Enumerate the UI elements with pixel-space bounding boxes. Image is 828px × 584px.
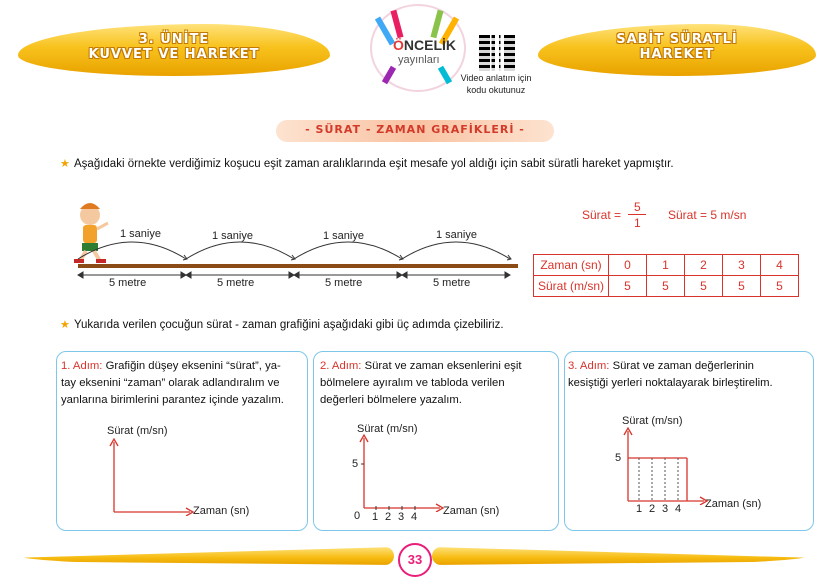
topic-banner xyxy=(538,24,816,76)
x-tick-label: 4 xyxy=(411,511,418,523)
interval-label: 1 saniye xyxy=(120,228,161,240)
step-3-graph xyxy=(620,425,710,505)
interval-label: 1 saniye xyxy=(323,230,364,242)
x-tick-label: 3 xyxy=(398,511,405,523)
page-number: 33 xyxy=(398,543,432,577)
distance-label: 5 metre xyxy=(217,277,255,289)
footer-stripe-left xyxy=(18,547,394,565)
speed-time-table xyxy=(533,254,799,297)
table-cell: 5 xyxy=(647,276,685,297)
formula-denominator: 1 xyxy=(634,216,641,230)
x-tick-label: 1 xyxy=(636,503,643,515)
table-cell: Sürat (m/sn) xyxy=(534,276,609,297)
footer-stripe-right xyxy=(432,547,810,565)
y-axis-label: Sürat (m/sn) xyxy=(357,423,418,435)
star-icon: ★ xyxy=(60,158,70,170)
logo-wordmark: ÖNCELİK xyxy=(393,37,457,53)
table-cell: 1 xyxy=(647,255,685,276)
step-2-text: 2. Adım: Sürat ve zaman eksenlerini eşit bölmelere ayıralım ve tabloda verilen değerleri bölmelere yazalım. xyxy=(320,360,522,406)
interval-label: 1 saniye xyxy=(212,230,253,242)
table-cell: 5 xyxy=(685,276,723,297)
qr-code-icon[interactable] xyxy=(479,35,515,71)
runner-boy-icon xyxy=(74,203,108,263)
x-axis-label: Zaman (sn) xyxy=(193,505,250,517)
table-cell: 5 xyxy=(761,276,799,297)
interval-label: 1 saniye xyxy=(436,229,477,241)
x-tick-label: 4 xyxy=(675,503,682,515)
x-axis-label: Zaman (sn) xyxy=(443,505,500,517)
x-tick-label: 3 xyxy=(662,503,669,515)
distance-label: 5 metre xyxy=(325,277,363,289)
star-icon: ★ xyxy=(60,319,70,331)
x-tick-label: 2 xyxy=(649,503,656,515)
unit-title-line2: KUVVET VE HAREKET xyxy=(88,47,260,62)
logo-subtitle: yayınları xyxy=(398,54,440,66)
section-title-banner xyxy=(276,120,554,142)
unit-title-line1: 3. ÜNİTE xyxy=(138,32,210,47)
table-cell: 5 xyxy=(723,276,761,297)
topic-title-line2: HAREKET xyxy=(639,47,715,62)
table-cell: 0 xyxy=(609,255,647,276)
y-axis-label: Sürat (m/sn) xyxy=(622,415,683,427)
origin-label: 0 xyxy=(354,510,361,522)
y-tick-label: 5 xyxy=(615,452,622,464)
table-row xyxy=(534,255,799,276)
x-tick-label: 1 xyxy=(372,511,379,523)
y-tick-label: 5 xyxy=(352,458,359,470)
formula-result: Sürat = 5 m/sn xyxy=(668,208,747,222)
section-title: - SÜRAT - ZAMAN GRAFİKLERİ - xyxy=(305,123,525,136)
table-cell: 2 xyxy=(685,255,723,276)
qr-caption: Video anlatım için kodu okutunuz xyxy=(460,73,532,95)
distance-label: 5 metre xyxy=(433,277,471,289)
formula-left: Sürat = xyxy=(582,208,622,222)
step-1-text: 1. Adım: Grafiğin düşey eksenini “sürat”, ya- tay eksenini “zaman” olarak adlandıralım ve yanlarına birimlerini parantez içinde yazalım. xyxy=(61,360,284,406)
formula-numerator: 5 xyxy=(634,200,641,214)
x-axis-label: Zaman (sn) xyxy=(705,498,762,510)
table-cell: 5 xyxy=(609,276,647,297)
table-cell: 4 xyxy=(761,255,799,276)
step-2-axes xyxy=(355,432,445,512)
step-3-text: 3. Adım: Sürat ve zaman değerlerinin kesiştiği yerleri noktalayarak birleştirelim. xyxy=(568,360,773,389)
unit-banner xyxy=(18,24,330,76)
y-axis-label: Sürat (m/sn) xyxy=(107,425,168,437)
x-tick-label: 2 xyxy=(385,511,392,523)
step-1-axes xyxy=(100,436,195,516)
fraction-bar xyxy=(628,214,646,215)
distance-label: 5 metre xyxy=(109,277,147,289)
table-cell: Zaman (sn) xyxy=(534,255,609,276)
table-cell: 3 xyxy=(723,255,761,276)
intro-text: Aşağıdaki örnekte verdiğimiz koşucu eşit zaman aralıklarında eşit mesafe yol aldığı için sabit süratli hareket yapmıştır. xyxy=(74,158,674,170)
instruction-text: Yukarıda verilen çocuğun sürat - zaman grafiğini aşağıdaki gibi üç adımda çizebiliriz. xyxy=(74,319,504,331)
table-row xyxy=(534,276,799,297)
topic-title-line1: SABİT SÜRATLİ xyxy=(616,32,738,47)
